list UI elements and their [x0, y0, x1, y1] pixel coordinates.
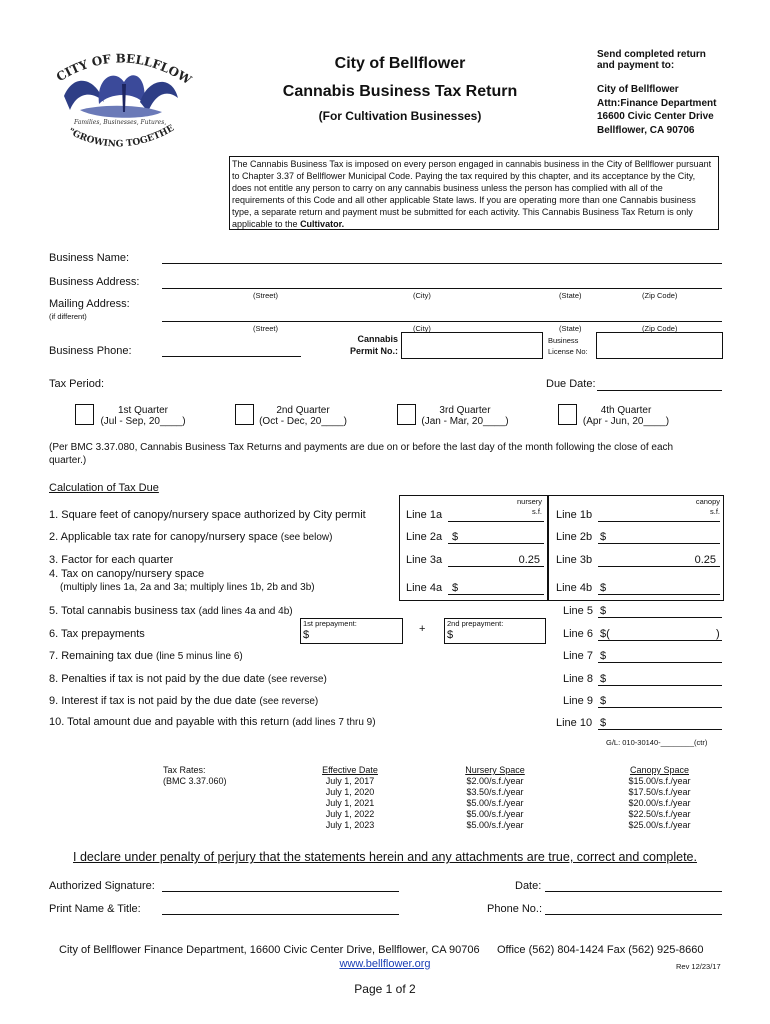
line-4a-label: Line 4a — [406, 582, 443, 594]
line-8-label: Line 8 — [563, 673, 593, 685]
logo-bottom-text: "GROWING TOGETHE — [66, 123, 177, 150]
line-4-desc: 4. Tax on canopy/nursery space — [49, 568, 205, 580]
line-1b-label: Line 1b — [556, 509, 593, 521]
line-2b-field[interactable] — [598, 543, 720, 544]
footer-phone: Office (562) 804-1424 Fax (562) 925-8660 — [497, 944, 704, 956]
street-caption: (Street) — [253, 324, 279, 333]
dollar-sign: $ — [452, 582, 459, 594]
line-7-field[interactable] — [598, 662, 722, 663]
line-3-desc: 3. Factor for each quarter — [49, 554, 174, 566]
line-2b-label: Line 2b — [556, 531, 593, 543]
quarter-2-checkbox[interactable] — [235, 404, 254, 425]
dollar-sign: $ — [600, 531, 607, 543]
business-license-field[interactable] — [596, 332, 723, 359]
phone-field[interactable] — [545, 914, 722, 915]
line-1-desc: 1. Square feet of canopy/nursery space authorized by City permit — [49, 509, 366, 521]
business-name-field[interactable] — [162, 263, 722, 264]
dollar-sign: $ — [600, 605, 607, 617]
prepayment-1-label: 1st prepayment: — [303, 619, 357, 628]
line-2a-label: Line 2a — [406, 531, 443, 543]
line-8-desc: 8. Penalties if tax is not paid by the due date (see reverse) — [49, 673, 327, 685]
line-1a-field[interactable] — [448, 521, 544, 522]
flower-icon — [44, 44, 194, 156]
nursery-unit: nursery s.f. — [516, 497, 542, 516]
line-10-desc: 10. Total amount due and payable with this return (add lines 7 thru 9) — [49, 716, 376, 728]
dollar-paren: $( — [600, 628, 610, 640]
quarter-1-label: 1st Quarter (Jul - Sep, 20____) — [100, 405, 186, 427]
footer-address: City of Bellflower Finance Department, 16600 Civic Center Drive, Bellflower, CA 90706 — [59, 944, 480, 956]
nursery-space-column: Nursery Space $2.00/s.f./year $3.50/s.f./year $5.00/s.f./year $5.00/s.f./year $5.00/s.f./year — [465, 765, 525, 830]
line-4a-field[interactable] — [448, 594, 544, 595]
line-4b-field[interactable] — [598, 594, 720, 595]
revision-date: Rev 12/23/17 — [676, 962, 721, 971]
quarter-4-checkbox[interactable] — [558, 404, 577, 425]
tax-period-label: Tax Period: — [49, 378, 105, 390]
print-name-label: Print Name & Title: — [49, 903, 141, 915]
canopy-unit: canopy s.f. — [695, 497, 720, 516]
canopy-space-column: Canopy Space $15.00/s.f./year $17.50/s.f./year $20.00/s.f./year $22.50/s.f./year $25.00/s.f./year — [628, 765, 691, 830]
line-3b-label: Line 3b — [556, 554, 593, 566]
phone-label: Phone No.: — [487, 903, 543, 915]
line-6-label: Line 6 — [563, 628, 593, 640]
line-10-label: Line 10 — [556, 717, 593, 729]
bmc-note: (Per BMC 3.37.080, Cannabis Business Tax Returns and payments are due on or before the last day of the month following the close of each quarter.) — [49, 442, 674, 466]
business-license-label: Business License No: — [548, 336, 588, 356]
website-link[interactable]: www.bellflower.org — [339, 958, 431, 970]
state-caption: (State) — [559, 291, 582, 300]
business-name-label: Business Name: — [49, 252, 130, 264]
page-number: Page 1 of 2 — [354, 982, 416, 996]
zip-caption: (Zip Code) — [642, 291, 678, 300]
line-7-label: Line 7 — [563, 650, 593, 662]
dollar-sign: $ — [600, 673, 607, 685]
quarter-4-label: 4th Quarter (Apr - Jun, 20____) — [582, 405, 670, 427]
print-name-field[interactable] — [162, 914, 399, 915]
dollar-sign: $ — [452, 531, 459, 543]
business-address-field[interactable] — [162, 288, 722, 289]
dollar-sign: $ — [600, 695, 607, 707]
cannabis-permit-field[interactable] — [401, 332, 543, 359]
line-1b-field[interactable] — [598, 521, 720, 522]
intro-notice: The Cannabis Business Tax is imposed on every person engaged in cannabis business in the City of Bellflower pursuant to Chapter 3.37 of Bellflower Municipal Code. Paying the tax required by this chapter, and its acceptance by the City, does not entitle any person to carry on any cannabis business unless the person has complied with all of the requirements of this Code and all other applicable State laws. If you are operating more than one Cannabis business type, a separate return and payment must be submitted for each activity. This Cannabis Business Tax Return is only applicable to the Cultivator. — [229, 156, 719, 230]
gl-code: G/L: 010-30140-________(ctr) — [606, 738, 708, 747]
city-caption: (City) — [413, 291, 431, 300]
logo-top-text: CITY OF BELLFLOW — [53, 51, 194, 88]
line-9-field[interactable] — [598, 707, 722, 708]
dollar-sign: $ — [600, 717, 607, 729]
business-phone-label: Business Phone: — [49, 345, 132, 357]
line-4b-label: Line 4b — [556, 582, 593, 594]
line-6-desc: 6. Tax prepayments — [49, 628, 145, 640]
date-label: Date: — [515, 880, 542, 892]
quarter-3-checkbox[interactable] — [397, 404, 416, 425]
prepayment-2-label: 2nd prepayment: — [447, 619, 504, 628]
mailing-address-field[interactable] — [162, 321, 722, 322]
logo-tagline: Families, Businesses, Futures, — [74, 119, 167, 126]
line-2a-field[interactable] — [448, 543, 544, 544]
cannabis-permit-label: Cannabis Permit No.: — [349, 334, 398, 356]
factor-a-value: 0.25 — [518, 554, 540, 566]
mailing-address-label: Mailing Address: — [49, 298, 130, 310]
form-subtitle: (For Cultivation Businesses) — [318, 109, 482, 123]
line-5-field[interactable] — [598, 617, 722, 618]
plus-sign: + — [419, 623, 426, 635]
due-date-label: Due Date: — [546, 378, 596, 390]
line-3a-field — [448, 566, 544, 567]
street-caption: (Street) — [253, 291, 279, 300]
business-address-label: Business Address: — [49, 276, 140, 288]
dollar-sign: $ — [600, 650, 607, 662]
line-7-desc: 7. Remaining tax due (line 5 minus line 6) — [49, 650, 243, 662]
line-5-desc: 5. Total cannabis business tax (add lines 4a and 4b) — [49, 605, 293, 617]
city-caption: (City) — [413, 324, 431, 333]
line-6-field[interactable] — [598, 640, 722, 641]
tax-rates-label: Tax Rates: (BMC 3.37.060) — [163, 765, 227, 786]
declaration: I declare under penalty of perjury that the statements herein and any attachments are true, correct and complete. — [73, 850, 697, 864]
dollar-sign: $ — [600, 582, 607, 594]
if-different-caption: (if different) — [49, 312, 87, 321]
due-date-field[interactable] — [597, 390, 722, 391]
city-logo — [44, 44, 194, 156]
line-5-label: Line 5 — [563, 605, 593, 617]
mailing-address-block: City of Bellflower Attn:Finance Department 16600 Civic Center Drive Bellflower, CA 90706 — [597, 84, 717, 136]
state-caption: (State) — [559, 324, 582, 333]
quarter-3-label: 3rd Quarter (Jan - Mar, 20____) — [421, 405, 509, 427]
line-3b-field — [598, 566, 720, 567]
form-title: Cannabis Business Tax Return — [282, 83, 518, 100]
quarter-2-label: 2nd Quarter (Oct - Dec, 20____) — [259, 405, 347, 427]
line-4-subdesc: (multiply lines 1a, 2a and 3a; multiply lines 1b, 2b and 3b) — [60, 582, 315, 593]
line-8-field[interactable] — [598, 685, 722, 686]
signature-field[interactable] — [162, 891, 399, 892]
zip-caption: (Zip Code) — [642, 324, 678, 333]
factor-b-value: 0.25 — [694, 554, 716, 566]
business-phone-field[interactable] — [162, 356, 301, 357]
quarter-1-checkbox[interactable] — [75, 404, 94, 425]
line-1a-label: Line 1a — [406, 509, 443, 521]
line-2-desc: 2. Applicable tax rate for canopy/nursery space (see below) — [49, 531, 333, 543]
dollar-sign: $ — [303, 629, 310, 641]
page-title: City of Bellflower — [334, 55, 466, 72]
signature-label: Authorized Signature: — [49, 880, 155, 892]
line-9-label: Line 9 — [563, 695, 593, 707]
close-paren: ) — [716, 628, 720, 640]
dollar-sign: $ — [447, 629, 454, 641]
line-3a-label: Line 3a — [406, 554, 443, 566]
date-field[interactable] — [545, 891, 722, 892]
line-10-field[interactable] — [598, 729, 722, 730]
send-to-label: Send completed return and payment to: — [597, 49, 706, 71]
calc-heading: Calculation of Tax Due — [49, 482, 159, 494]
effective-date-column: Effective Date July 1, 2017 July 1, 2020 July 1, 2021 July 1, 2022 July 1, 2023 — [322, 765, 378, 830]
line-9-desc: 9. Interest if tax is not paid by the due date (see reverse) — [49, 695, 319, 707]
